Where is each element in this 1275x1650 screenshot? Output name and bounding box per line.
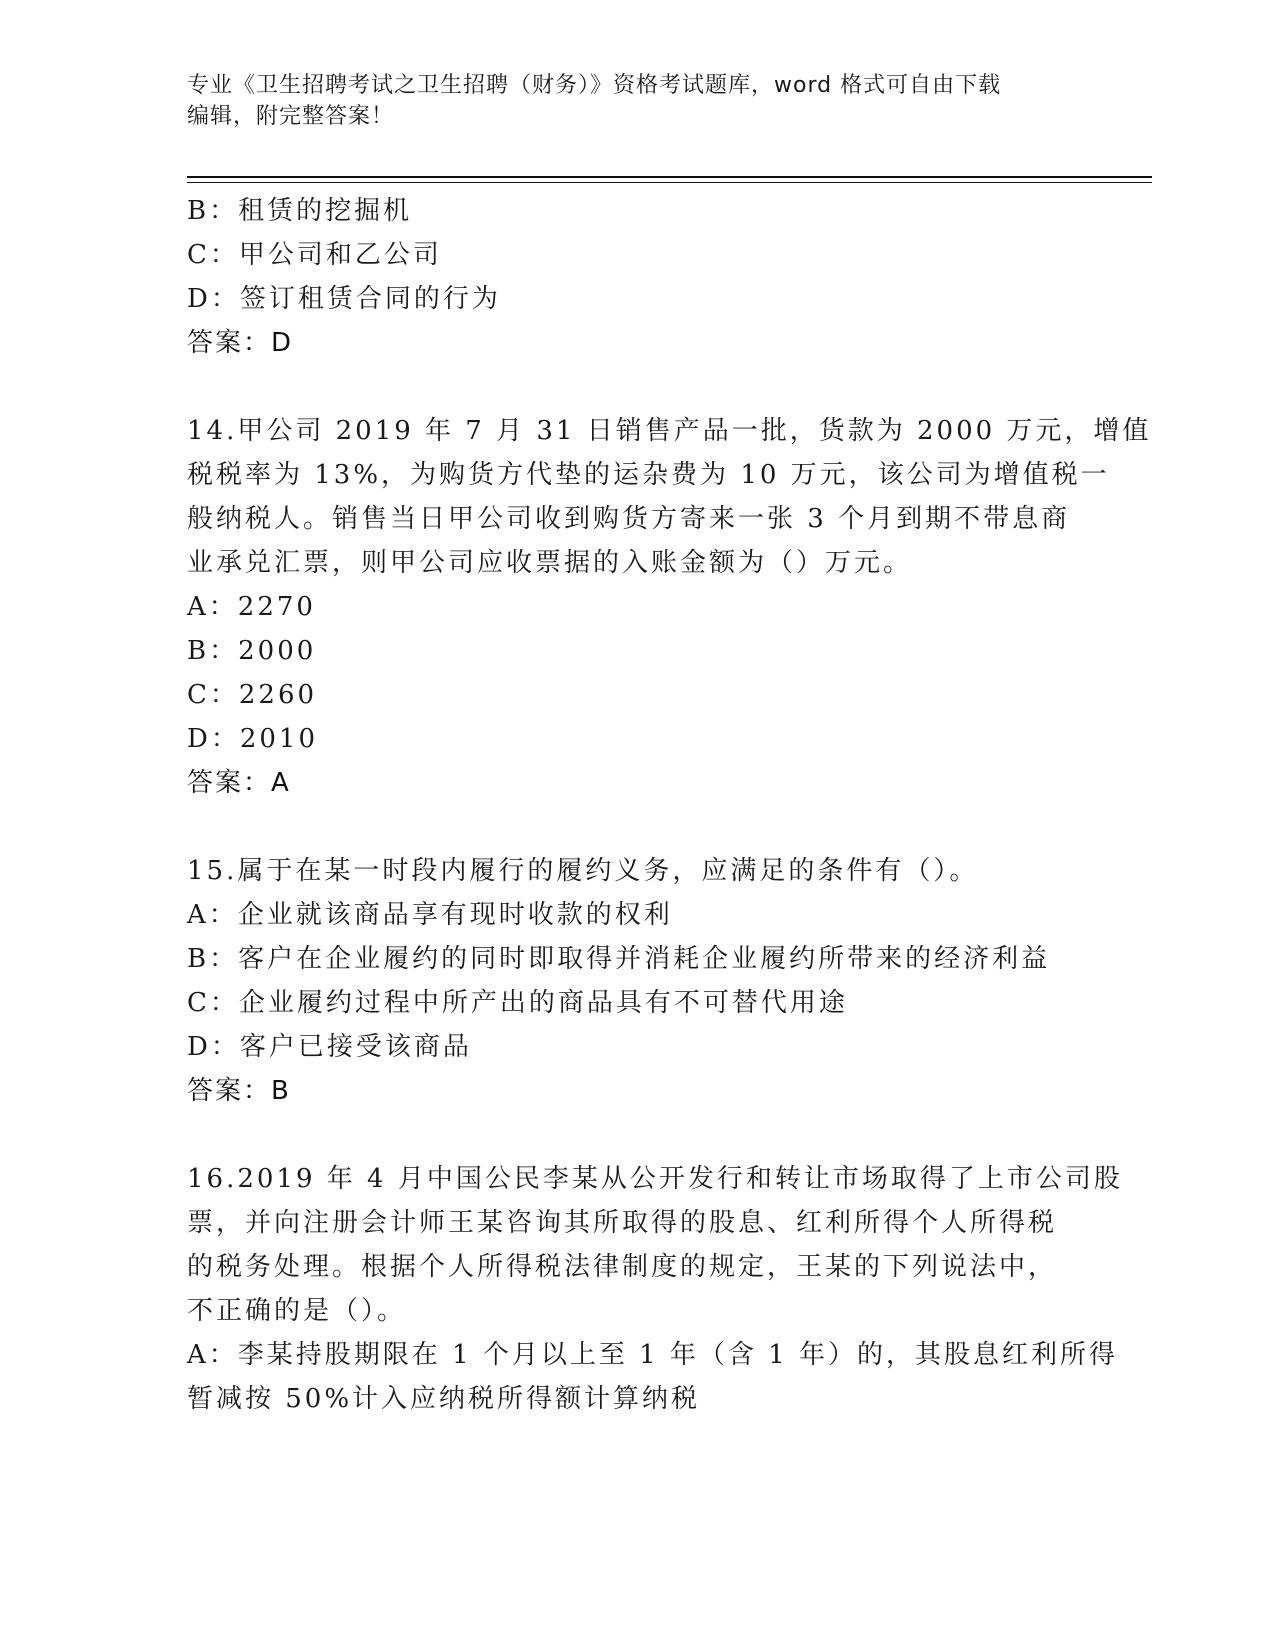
q13-answer: 答案：D <box>187 328 294 358</box>
header-rule-thick <box>187 176 1152 178</box>
q16-text-line: 的税务处理。根据个人所得税法律制度的规定，王某的下列说法中， <box>187 1252 1058 1282</box>
q14-option-d: D：2010 <box>187 724 319 754</box>
q14-answer: 答案：A <box>187 768 291 798</box>
q13-option-d: D：签订租赁合同的行为 <box>187 284 501 314</box>
q13-option-c: C：甲公司和乙公司 <box>187 240 442 270</box>
q14-text-line: 14.甲公司 2019 年 7 月 31 日销售产品一批，货款为 2000 万元，增值 <box>187 416 1152 446</box>
q13-option-b: B：租赁的挖掘机 <box>187 196 413 226</box>
q14-option-a: A：2270 <box>187 592 316 622</box>
header-line-1: 专业《卫生招聘考试之卫生招聘（财务）》资格考试题库，word 格式可自由下载 <box>187 73 1002 98</box>
q14-text-line: 税税率为 13%，为购货方代垫的运杂费为 10 万元，该公司为增值税一 <box>187 460 1110 490</box>
q16-text-line: 票，并向注册会计师王某咨询其所取得的股息、红利所得个人所得税 <box>187 1208 1058 1238</box>
header-line-2: 编辑，附完整答案！ <box>187 104 395 129</box>
header-rule-thin <box>187 182 1152 183</box>
q14-text-line: 般纳税人。销售当日甲公司收到购货方寄来一张 3 个月到期不带息商 <box>187 504 1071 534</box>
document-header <box>187 70 1087 132</box>
q14-option-b: B：2000 <box>187 636 317 666</box>
q16-option-a-line: A：李某持股期限在 1 个月以上至 1 年（含 1 年）的，其股息红利所得 <box>187 1340 1118 1370</box>
q15-answer: 答案：B <box>187 1076 291 1106</box>
q14-text-line: 业承兑汇票，则甲公司应收票据的入账金额为（）万元。 <box>187 548 913 578</box>
q16-option-a-line: 暂减按 50%计入应纳税所得额计算纳税 <box>187 1384 701 1414</box>
q15-option-d: D：客户已接受该商品 <box>187 1032 472 1062</box>
q15-option-b: B：客户在企业履约的同时即取得并消耗企业履约所带来的经济利益 <box>187 944 1051 974</box>
q14-option-c: C：2260 <box>187 680 318 710</box>
q15-option-a: A：企业就该商品享有现时收款的权利 <box>187 900 673 930</box>
q15-option-c: C：企业履约过程中所产出的商品具有不可替代用途 <box>187 988 848 1018</box>
q16-text-line: 16.2019 年 4 月中国公民李某从公开发行和转让市场取得了上市公司股 <box>187 1164 1123 1194</box>
q15-text: 15.属于在某一时段内履行的履约义务，应满足的条件有（）。 <box>187 856 979 886</box>
q16-text-line: 不正确的是（）。 <box>187 1296 407 1326</box>
